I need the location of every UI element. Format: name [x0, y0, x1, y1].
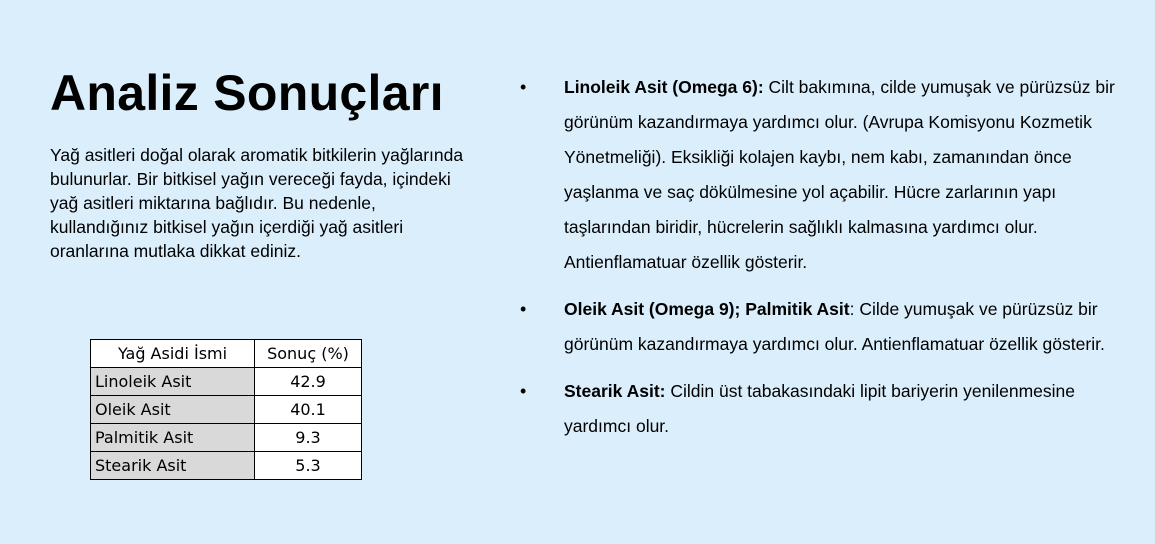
fatty-acid-value: 42.9	[255, 368, 362, 396]
bullet-text: Cildin üst tabakasındaki lipit bariyerin yenilenmesine yardımcı olur.	[564, 381, 1075, 436]
table-row	[91, 424, 362, 452]
table-header-row	[91, 340, 362, 368]
table-row	[91, 396, 362, 424]
bullet-icon: •	[520, 299, 527, 319]
bullet-text: : Cilde yumuşak ve pürüzsüz bir görünüm kazandırmaya yardımcı olur. Antienflamatuar özellik gösterir.	[564, 299, 1105, 354]
list-item	[520, 70, 1130, 280]
bullet-icon: •	[520, 381, 527, 401]
bullet-term: Stearik Asit:	[564, 381, 666, 401]
bullet-text: Cilt bakımına, cilde yumuşak ve pürüzsüz bir görünüm kazandırmaya yardımcı olur. (Avrupa Komisyonu Kozmetik Yönetmeliği). Eksikliği kolajen kaybı, nem kabı, zamanından önce yaşlanma ve saç dökülmesine yol açabilir. Hücre zarlarının yapı taşlarından biridir, hücrelerin sağlıklı kalmasına yardımcı olur. Antienflamatuar özellik gösterir.	[564, 77, 1115, 272]
list-item	[520, 292, 1130, 362]
column-header-name: Yağ Asidi İsmi	[91, 340, 255, 368]
fatty-acid-table	[90, 339, 362, 480]
fatty-acid-value: 9.3	[255, 424, 362, 452]
fatty-acid-name: Stearik Asit	[91, 452, 255, 480]
fatty-acid-value: 40.1	[255, 396, 362, 424]
list-item	[520, 374, 1130, 444]
table-row	[91, 452, 362, 480]
column-header-result: Sonuç (%)	[255, 340, 362, 368]
bullet-term: Linoleik Asit (Omega 6):	[564, 77, 764, 97]
intro-paragraph: Yağ asitleri doğal olarak aromatik bitkilerin yağlarında bulunurlar. Bir bitkisel yağın vereceği fayda, içindeki yağ asitleri miktarına bağlıdır. Bu nedenle, kullandığınız bitkisel yağın içerdiği yağ asitleri oranlarına mutlaka dikkat ediniz.	[50, 145, 464, 261]
fatty-acid-name: Linoleik Asit	[91, 368, 255, 396]
fatty-acid-value: 5.3	[255, 452, 362, 480]
page-title: Analiz Sonuçları	[50, 65, 444, 121]
fatty-acid-bullet-list	[520, 70, 1130, 456]
bullet-icon: •	[520, 77, 527, 97]
fatty-acid-name: Oleik Asit	[91, 396, 255, 424]
table-row	[91, 368, 362, 396]
fatty-acid-name: Palmitik Asit	[91, 424, 255, 452]
bullet-term: Oleik Asit (Omega 9); Palmitik Asit	[564, 299, 850, 319]
